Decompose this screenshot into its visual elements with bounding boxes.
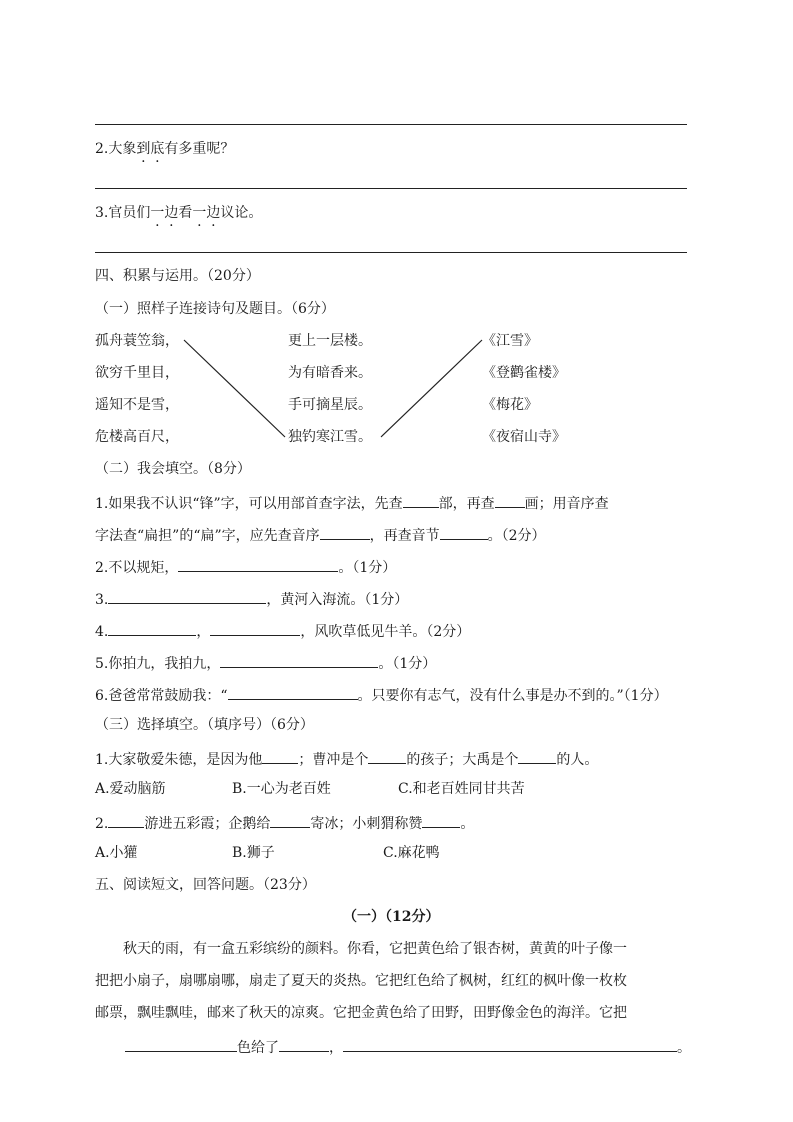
blank[interactable] bbox=[320, 523, 370, 540]
fill-3: 3. ，黄河入海流。（1分） bbox=[95, 587, 408, 610]
option-1b: B.一心为老百姓 bbox=[232, 781, 331, 797]
passage-line-1: 秋天的雨，有一盒五彩缤纷的颜料。你看，它把黄色给了银杏树，黄黄的叶子像一 bbox=[123, 941, 627, 957]
passage-line-3: 邮票，飘哇飘哇，邮来了秋天的凉爽。它把金黄色给了田野，田野像金色的海洋。它把 bbox=[95, 1005, 627, 1021]
emphasis-dot: 边 bbox=[206, 205, 221, 221]
poem-mid-4: 独钓寒江雪。 bbox=[288, 429, 372, 445]
poem-left-4: 危楼高百尺， bbox=[95, 429, 179, 445]
poem-left-2: 欲穷千里目， bbox=[95, 365, 179, 381]
blank[interactable] bbox=[210, 619, 300, 636]
poem-title-1: 《江雪》 bbox=[482, 333, 538, 349]
emphasis-dot: 一 bbox=[192, 205, 207, 221]
poem-mid-2: 为有暗香来。 bbox=[288, 365, 372, 381]
poem-mid-3: 手可摘星辰。 bbox=[288, 397, 372, 413]
answer-line-3 bbox=[95, 252, 687, 253]
blank[interactable] bbox=[368, 747, 406, 764]
section-4-title: 四、积累与运用。（20分） bbox=[95, 268, 260, 284]
blank[interactable] bbox=[125, 1035, 237, 1052]
passage-line-2: 把把小扇子，扇哪扇哪，扇走了夏天的炎热。它把红色给了枫树，红红的枫叶像一枚枚 bbox=[95, 973, 627, 989]
blank[interactable] bbox=[440, 523, 488, 540]
blank[interactable] bbox=[495, 491, 525, 508]
poem-left-3: 遥知不是雪， bbox=[95, 397, 179, 413]
reading-subtitle: （一）（12分） bbox=[343, 909, 440, 925]
fill-6: 6.爸爸常常鼓励我：“ 。只要你有志气，没有什么事是办不到的。”（1分） bbox=[95, 683, 668, 706]
blank[interactable] bbox=[108, 587, 266, 604]
option-1a: A.爱动脑筋 bbox=[95, 781, 166, 797]
match-line-right bbox=[381, 340, 482, 437]
blank[interactable] bbox=[108, 619, 196, 636]
blank[interactable] bbox=[343, 1035, 677, 1052]
blank[interactable] bbox=[178, 555, 338, 572]
part-1-title: （一）照样子连接诗句及题目。（6分） bbox=[95, 301, 335, 317]
blank[interactable] bbox=[422, 811, 460, 828]
option-2a: A.小獾 bbox=[95, 845, 138, 861]
blank[interactable] bbox=[518, 747, 556, 764]
fill-5: 5.你拍九，我拍九， 。（1分） bbox=[95, 651, 436, 674]
option-2b: B.狮子 bbox=[232, 845, 275, 861]
question-3: 3.官员们一边看一边议论。 bbox=[95, 205, 263, 221]
blank[interactable] bbox=[262, 747, 298, 764]
section-5-title: 五、阅读短文，回答问题。（23分） bbox=[95, 877, 316, 893]
poem-left-1: 孤舟蓑笠翁， bbox=[95, 333, 179, 349]
blank[interactable] bbox=[279, 1035, 329, 1052]
choice-q1: 1.大家敬爱朱德，是因为他 ；曹冲是个 的孩子；大禹是个 的人。 bbox=[95, 747, 598, 770]
blank[interactable] bbox=[270, 811, 310, 828]
emphasis-dot: 到 bbox=[136, 141, 151, 157]
fill-4: 4. ， ，风吹草低见牛羊。（2分） bbox=[95, 619, 470, 642]
blank[interactable] bbox=[403, 491, 439, 508]
poem-mid-1: 更上一层楼。 bbox=[288, 333, 372, 349]
blank[interactable] bbox=[228, 683, 358, 700]
emphasis-dot: 边 bbox=[164, 205, 179, 221]
fill-2: 2.不以规矩， 。（1分） bbox=[95, 555, 396, 578]
option-2c: C.麻花鸭 bbox=[383, 845, 440, 861]
emphasis-dot: 底 bbox=[150, 141, 165, 157]
emphasis-dot: 一 bbox=[150, 205, 165, 221]
fill-1-line-2: 字法查“扁担”的“扁”字，应先查音序 ，再查音节 。（2分） bbox=[95, 523, 546, 546]
part-3-title: （三）选择填空。（填序号）（6分） bbox=[95, 717, 314, 733]
part-2-title: （二）我会填空。（8分） bbox=[95, 461, 251, 477]
blank[interactable] bbox=[220, 651, 378, 668]
question-2: 2.大象到底有多重呢？ bbox=[95, 141, 235, 157]
poem-title-4: 《夜宿山寺》 bbox=[482, 429, 566, 445]
match-line-left bbox=[184, 340, 285, 437]
passage-fill-line: 色给了 ， 。 bbox=[125, 1035, 691, 1058]
option-1c: C.和老百姓同甘共苦 bbox=[398, 781, 525, 797]
answer-line-2 bbox=[95, 188, 687, 189]
answer-line-1 bbox=[95, 124, 687, 125]
choice-q2: 2. 游进五彩霞；企鹅给 寄冰；小刺猬称赞 。 bbox=[95, 811, 474, 834]
fill-1-line-1: 1.如果我不认识“锋”字，可以用部首查字法，先查 部，再查 画；用音序查 bbox=[95, 491, 609, 514]
poem-title-2: 《登鹳雀楼》 bbox=[482, 365, 566, 381]
blank[interactable] bbox=[108, 811, 144, 828]
poem-title-3: 《梅花》 bbox=[482, 397, 538, 413]
